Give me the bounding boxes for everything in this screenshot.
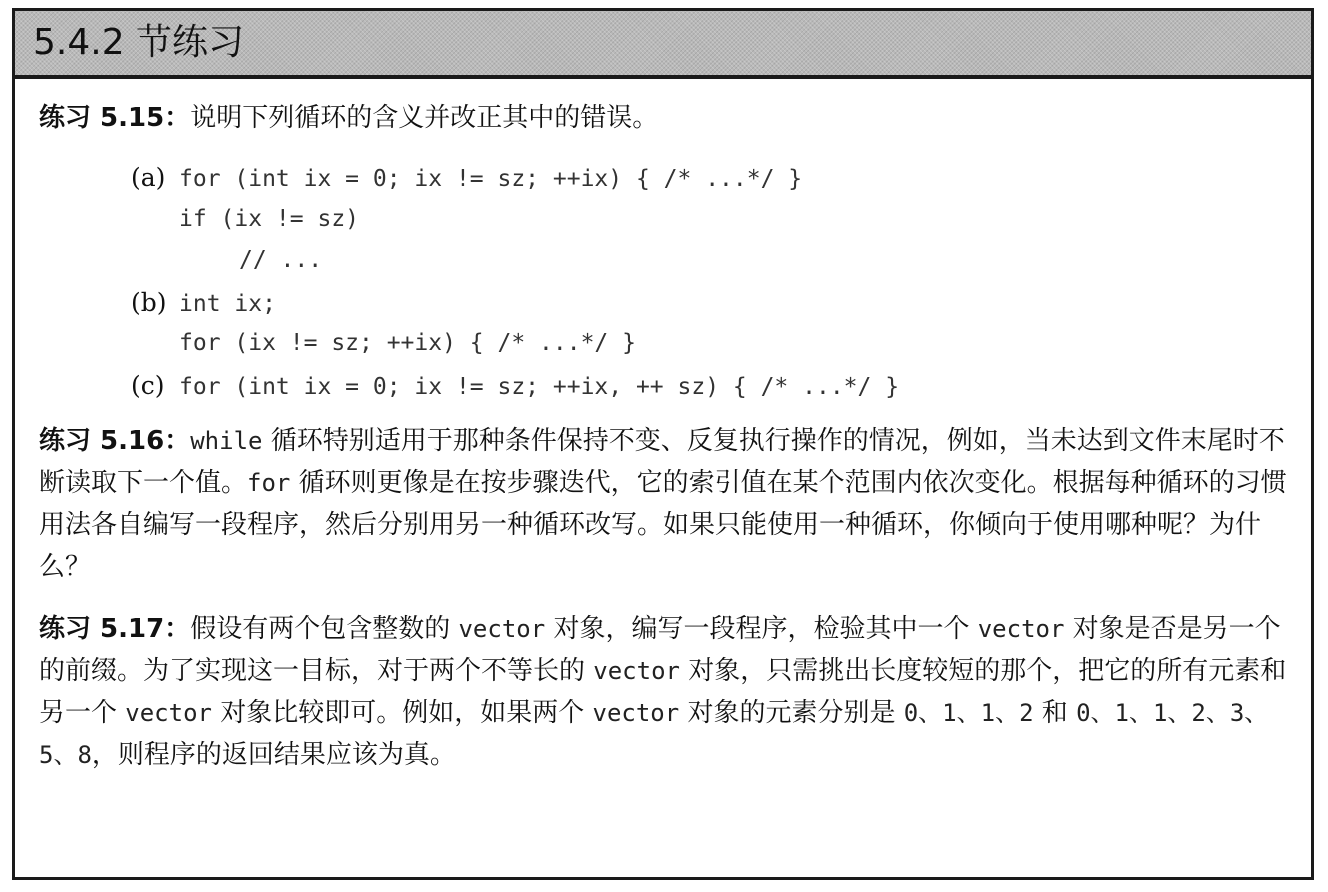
exercise-5-15: [39, 97, 1293, 139]
exercise-5-17-text: 对象，编写一段程序，检验其中一个: [545, 614, 978, 644]
inline-code: vector: [592, 699, 680, 727]
code-tag: (a): [131, 163, 166, 192]
exercise-5-16: [39, 420, 1293, 588]
code-text: // ...: [239, 247, 323, 273]
exercise-5-15-text: 说明下列循环的含义并改正其中的错误。: [190, 103, 659, 133]
section-header: [15, 11, 1311, 79]
exercise-body: [15, 79, 1311, 776]
exercise-5-17-label: 练习 5.17: [39, 614, 165, 644]
code-line: [131, 199, 1293, 241]
code-text: int ix;: [179, 290, 276, 317]
exercise-5-16-sep: ：: [164, 426, 191, 456]
inline-code: vector: [593, 657, 680, 685]
exercise-5-17-text: 假设有两个包含整数的: [190, 614, 459, 644]
inline-code: vector: [125, 699, 212, 727]
code-text: if (ix != sz): [179, 205, 360, 232]
exercise-5-16-text: 循环特别适用于那种条件保持不变、反复执行操作的情况，例如，当未达到文件末尾时不断读取下一个值。: [39, 426, 1285, 498]
code-tag: (c): [131, 370, 165, 400]
exercise-box: [12, 8, 1314, 880]
exercise-5-17-text: ，则程序的返回结果应该为真。: [91, 740, 456, 770]
exercise-5-17-text: 对象是否是另一个的前缀。为了实现这一目标，对于两个不等长的: [39, 614, 1281, 686]
code-line: [131, 365, 1293, 407]
code-line: [131, 157, 1293, 199]
code-block-5-15: [131, 157, 1293, 406]
exercise-5-17-text: 对象比较即可。例如，如果两个: [211, 698, 593, 728]
exercise-5-17-text: 和: [1033, 698, 1077, 728]
code-line: [131, 323, 1293, 365]
code-text: for (ix != sz; ++ix) { /* ...*/ }: [179, 330, 636, 356]
inline-code: for: [247, 469, 291, 497]
exercise-5-15-label: 练习 5.15: [39, 103, 165, 133]
inline-code: vector: [977, 615, 1065, 643]
exercise-5-17-text: 对象，只需挑出长度较短的那个，把它的所有元素和另一个: [39, 656, 1287, 728]
exercise-5-16-label: 练习 5.16: [39, 426, 165, 456]
code-text: for (int ix = 0; ix != sz; ++ix) { /* ...*/ }: [179, 166, 803, 192]
code-tag: (b): [131, 287, 167, 317]
exercise-5-17: [39, 608, 1293, 776]
inline-code: 0、1、1、2、3、5、8: [39, 699, 1269, 769]
exercise-5-17-text: 对象的元素分别是: [679, 698, 904, 728]
exercise-5-15-sep: ：: [164, 103, 191, 133]
code-line: [131, 282, 1293, 324]
code-text: for (int ix = 0; ix != sz; ++ix, ++ sz) { /* ...*/ }: [179, 373, 900, 400]
section-title: 5.4.2 节练习: [33, 22, 245, 63]
exercise-5-17-sep: ：: [164, 614, 191, 644]
code-line: [131, 240, 1293, 282]
inline-code: while: [190, 427, 263, 455]
inline-code: vector: [458, 615, 546, 643]
exercise-5-16-text: 循环则更像是在按步骤迭代，它的索引值在某个范围内依次变化。根据每种循环的习惯用法各自编写一段程序，然后分别用另一种循环改写。如果只能使用一种循环，你倾向于使用哪种呢？为什么？: [39, 468, 1287, 582]
inline-code: 0、1、1、2: [903, 699, 1034, 727]
